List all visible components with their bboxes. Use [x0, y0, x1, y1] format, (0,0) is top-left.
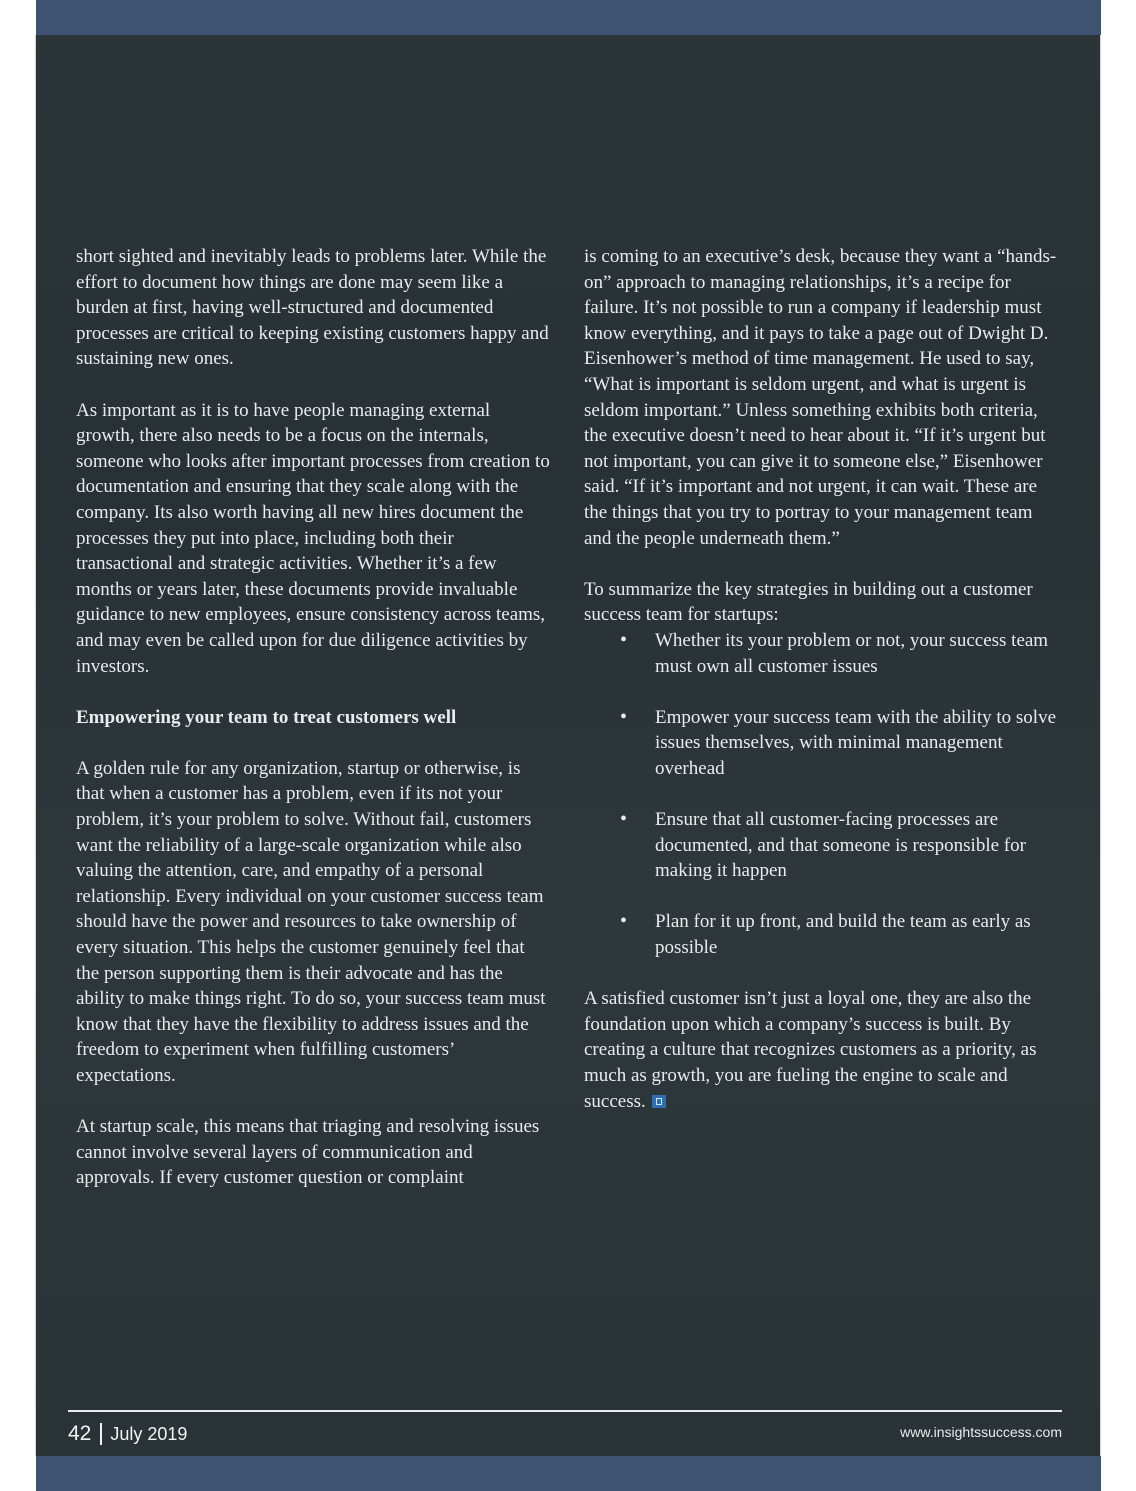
right-paragraph-1: is coming to an executive’s desk, because they want a “hands-on” approach to managing relationships, it’s a recipe for failure. It’s not possible to run a company if leadership must know everything, and it pays to take a page out of Dwight D. Eisenhower’s method of time management. He used to say, “What is important is seldom urgent, and what is urgent is seldom important.” Unless something exhibits both criteria, the executive doesn’t need to hear about it. “If it’s urgent but not important, you can give it to someone else,” Eisenhower said. “If it’s important and not urgent, it can wait. These are the things that you try to portray to your management team and the people underneath them.” [584, 246, 1057, 549]
left-paragraph-2: As important as it is to have people managing external growth, there also needs to be a focus on the internals, someone who looks after important processes from creation to documentation and ensuring that they scale along with the company. Its also worth having all new hires document the processes they put into place, including both their transactional and strategic activities. Whether it’s a few months or years later, these documents provide invaluable guidance to new employees, ensure consistency across teams, and may even be called upon for due diligence activities by investors. [76, 399, 550, 677]
footer-divider [68, 1410, 1062, 1412]
bullet-icon [620, 628, 630, 654]
list-item-text: Empower your success team with the ability to solve issues themselves, with minimal management overhead [655, 706, 1057, 779]
list-item [655, 628, 1064, 679]
page-number: 42 [68, 1422, 92, 1445]
footer-page-info [68, 1422, 187, 1446]
left-paragraph-1: short sighted and inevitably leads to problems later. While the effort to document how things are done may seem like a burden at first, having well-structured and documented processes are critical to keeping existing customers happy and sustaining new ones. [76, 246, 549, 370]
bullet-icon [620, 705, 630, 731]
left-paragraph-3: A golden rule for any organization, startup or otherwise, is that when a customer has a problem, even if its not your problem, it’s your problem to solve. Without fail, customers want the reliability of a large-scale organization while also valuing the attention, care, and empathy of a personal relationship. Every individual on your customer success team should have the power and resources to take ownership of every situation. This helps the customer genuinely feel that the person supporting them is their advocate and has the ability to make things right. To do so, your success team must know that they have the flexibility to address issues and the freedom to experiment when fulfilling customers’ expectations. [76, 757, 546, 1086]
list-item [655, 807, 1064, 884]
bottom-band [36, 1456, 1101, 1491]
footer-separator [100, 1423, 102, 1445]
right-column [584, 244, 1064, 1140]
top-band [36, 0, 1101, 35]
right-paragraph-2: To summarize the key strategies in building out a customer success team for startups: [584, 578, 1033, 626]
section-heading: Empowering your team to treat customers well [76, 706, 457, 728]
list-item [655, 705, 1064, 782]
left-column [76, 244, 552, 1217]
list-item-text: Whether its your problem or not, your success team must own all customer issues [655, 629, 1049, 677]
website-url: www.insightssuccess.com [900, 1424, 1062, 1440]
right-paragraph-3 [584, 986, 1064, 1114]
closing-text: A satisfied customer isn’t just a loyal one, they are also the foundation upon which a company’s success is built. By creating a culture that recognizes customers as a priority, as much as growth, you are fueling the engine to scale and success. [584, 988, 1037, 1112]
article-end-icon [652, 1095, 666, 1108]
issue-date: July 2019 [110, 1423, 188, 1444]
frame-left-edge [35, 35, 36, 1456]
list-item-text: Ensure that all customer-facing processes are documented, and that someone is responsible for making it happen [655, 809, 1026, 882]
left-paragraph-4: At startup scale, this means that triaging and resolving issues cannot involve several layers of communication and approvals. If every customer question or complaint [76, 1116, 540, 1189]
strategy-list [584, 628, 1064, 961]
list-item-text: Plan for it up front, and build the team as early as possible [655, 911, 1031, 959]
list-item [655, 909, 1064, 960]
frame-right-edge [1100, 35, 1101, 1456]
bullet-icon [620, 909, 630, 935]
bullet-icon [620, 807, 630, 833]
